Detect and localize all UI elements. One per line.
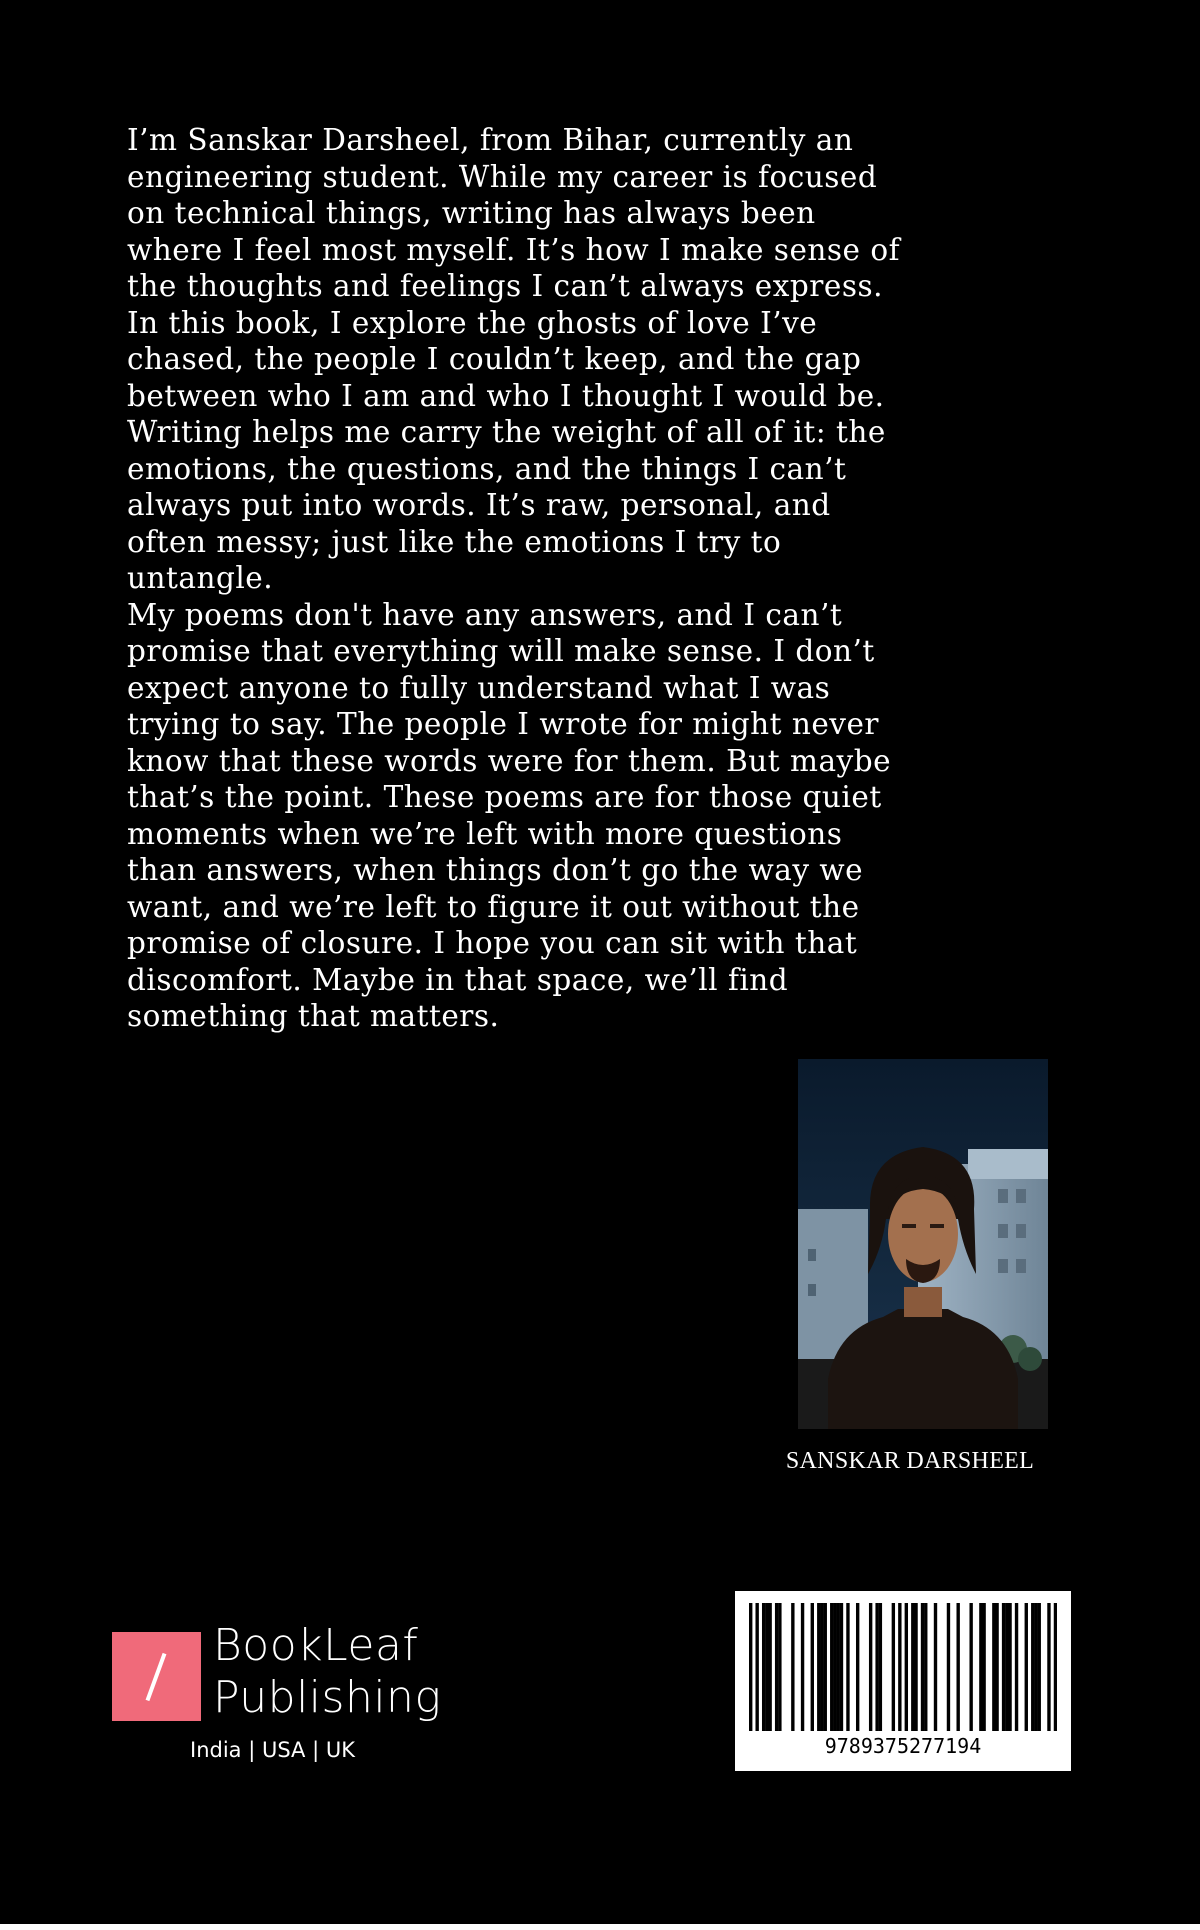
author-blurb [127, 122, 1127, 1035]
barcode-bar [1038, 1603, 1041, 1731]
barcode-bar [856, 1603, 859, 1731]
blurb-paragraph-2: My poems don't have any answers, and I can’t promise that everything will make sense. I don’t expect anyone to fully understand what I was trying to say. The people I wrote for might never know that these words were for them. But maybe that’s the point. These poems are for those quiet moments when we’re left with more questions than answers, when things don’t go the way we want, and we’re left to figure it out without the promise of closure. I hope you can sit with that discomfort. Maybe in that space, we’ll find something that matters. [127, 597, 892, 1033]
barcode-bar [837, 1603, 840, 1731]
publisher-name-line-2: Publishing [213, 1672, 442, 1723]
barcode-bar [879, 1603, 882, 1731]
barcode-bar [755, 1603, 758, 1731]
barcode-bar [921, 1603, 924, 1731]
barcode-bar [778, 1603, 781, 1731]
barcode-bar [801, 1603, 804, 1731]
blurb-paragraph-1: I’m Sanskar Darsheel, from Bihar, currently an engineering student. While my career is focused on technical things, writing has always been where I feel most myself. It’s how I make sense of the thoughts and feelings I can’t always express. In this book, I explore the ghosts of love I’ve chased, the people I couldn’t keep, and the gap between who I am and who I thought I would be. Writing helps me carry the weight of all of it: the emotions, the questions, and the things I can’t always put into words. It’s raw, personal, and often messy; just like the emotions I try to untangle. [127, 123, 901, 595]
author-photo-image [798, 1059, 1048, 1429]
barcode-bar [820, 1603, 823, 1731]
barcode-bar [830, 1603, 833, 1731]
slash-icon [146, 1653, 167, 1701]
barcode-bar [824, 1603, 827, 1731]
barcode-bar [762, 1603, 765, 1731]
barcode-bar [914, 1603, 917, 1731]
barcode-bar [1002, 1603, 1005, 1731]
barcode-bar [924, 1603, 927, 1731]
barcode-bar [817, 1603, 820, 1731]
barcode-bar [969, 1603, 972, 1731]
barcode-bar [947, 1603, 950, 1731]
barcode-bar [995, 1603, 998, 1731]
barcode-bar [911, 1603, 914, 1731]
barcode-bar [905, 1603, 908, 1731]
barcode-bar [1005, 1603, 1008, 1731]
barcode-bar [791, 1603, 794, 1731]
barcode-bar [875, 1603, 878, 1731]
publisher-logo-text [213, 1620, 441, 1724]
barcode-bar [898, 1603, 901, 1731]
barcode-bar [992, 1603, 995, 1731]
barcode-bar [979, 1603, 982, 1731]
author-photo [798, 1059, 1048, 1429]
barcode-bar [982, 1603, 985, 1731]
barcode-bar [775, 1603, 778, 1731]
publisher-name-line-1: BookLeaf [213, 1620, 419, 1671]
barcode-bar [833, 1603, 836, 1731]
barcode-bar [1031, 1603, 1034, 1731]
barcode-bar [1047, 1603, 1050, 1731]
barcode-bar [846, 1603, 849, 1731]
publisher-logo-icon [112, 1632, 201, 1721]
author-name: SANSKAR DARSHEEL [785, 1448, 1035, 1474]
barcode-bar [749, 1603, 752, 1731]
barcode-bar [934, 1603, 937, 1731]
barcode-bars [749, 1603, 1057, 1731]
barcode-bar [956, 1603, 959, 1731]
barcode-bar [840, 1603, 843, 1731]
barcode-bar [1008, 1603, 1011, 1731]
barcode-bar [811, 1603, 814, 1731]
isbn-number: 9789375277194 [824, 1734, 982, 1758]
barcode-bar [765, 1603, 768, 1731]
publisher-regions: India | USA | UK [190, 1738, 355, 1762]
barcode-bar [1054, 1603, 1057, 1731]
isbn-barcode [735, 1591, 1071, 1771]
barcode-bar [892, 1603, 895, 1731]
barcode-bar [1034, 1603, 1037, 1731]
barcode-bar [1025, 1603, 1028, 1731]
barcode-bar [869, 1603, 872, 1731]
barcode-bar [768, 1603, 771, 1731]
barcode-bar [1015, 1603, 1018, 1731]
